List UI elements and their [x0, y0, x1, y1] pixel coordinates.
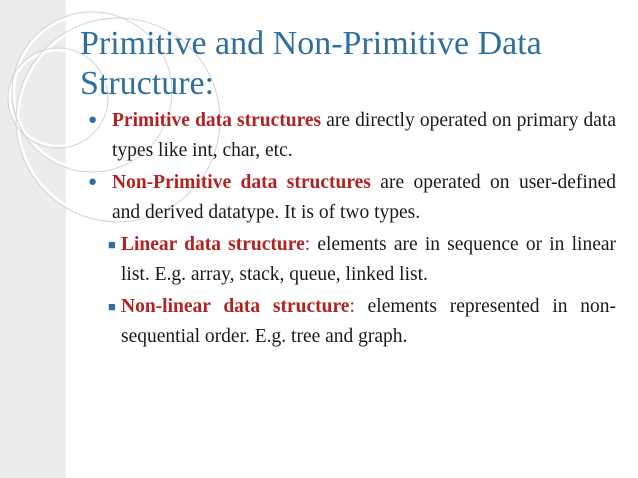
sub-bullet-text-non-linear: [121, 292, 616, 351]
left-side-panel: [0, 0, 66, 478]
bullet-text-primitive: [112, 106, 616, 165]
description-primitive: are directly operated on primary data types like int, char, etc.: [112, 110, 616, 161]
circle-bullet-icon: ●: [88, 174, 98, 190]
bullet-item-primitive: [88, 106, 616, 165]
sub-bullet-text-linear: [121, 230, 616, 289]
sub-bullet-item-non-linear: [108, 292, 616, 351]
keyword-linear: Linear data structure: [121, 234, 305, 255]
keyword-primitive: Primitive data structures: [112, 110, 322, 131]
keyword-non-linear: Non-linear data structure: [121, 296, 350, 317]
bullet-item-non-primitive: [88, 168, 616, 227]
slide-title: Primitive and Non-Primitive Data Structure:: [80, 25, 542, 102]
keyword-non-primitive: Non-Primitive data structures: [112, 172, 371, 193]
description-linear: elements are in sequence or in linear list. E.g. array, stack, queue, linked list.: [121, 234, 616, 285]
colon-non-linear: :: [349, 296, 355, 317]
description-non-primitive: are operated on user-defined and derived datatype. It is of two types.: [112, 172, 617, 223]
bullet-text-non-primitive: [112, 168, 616, 227]
colon-linear: :: [304, 234, 311, 255]
square-bullet-icon: ■: [108, 237, 116, 252]
sub-bullet-item-linear: [108, 230, 616, 289]
description-non-linear: elements represented in non-sequential order. E.g. tree and graph.: [121, 296, 616, 347]
slide-content: [88, 106, 616, 354]
square-bullet-icon: ■: [108, 299, 116, 314]
circle-bullet-icon: ●: [88, 112, 98, 128]
